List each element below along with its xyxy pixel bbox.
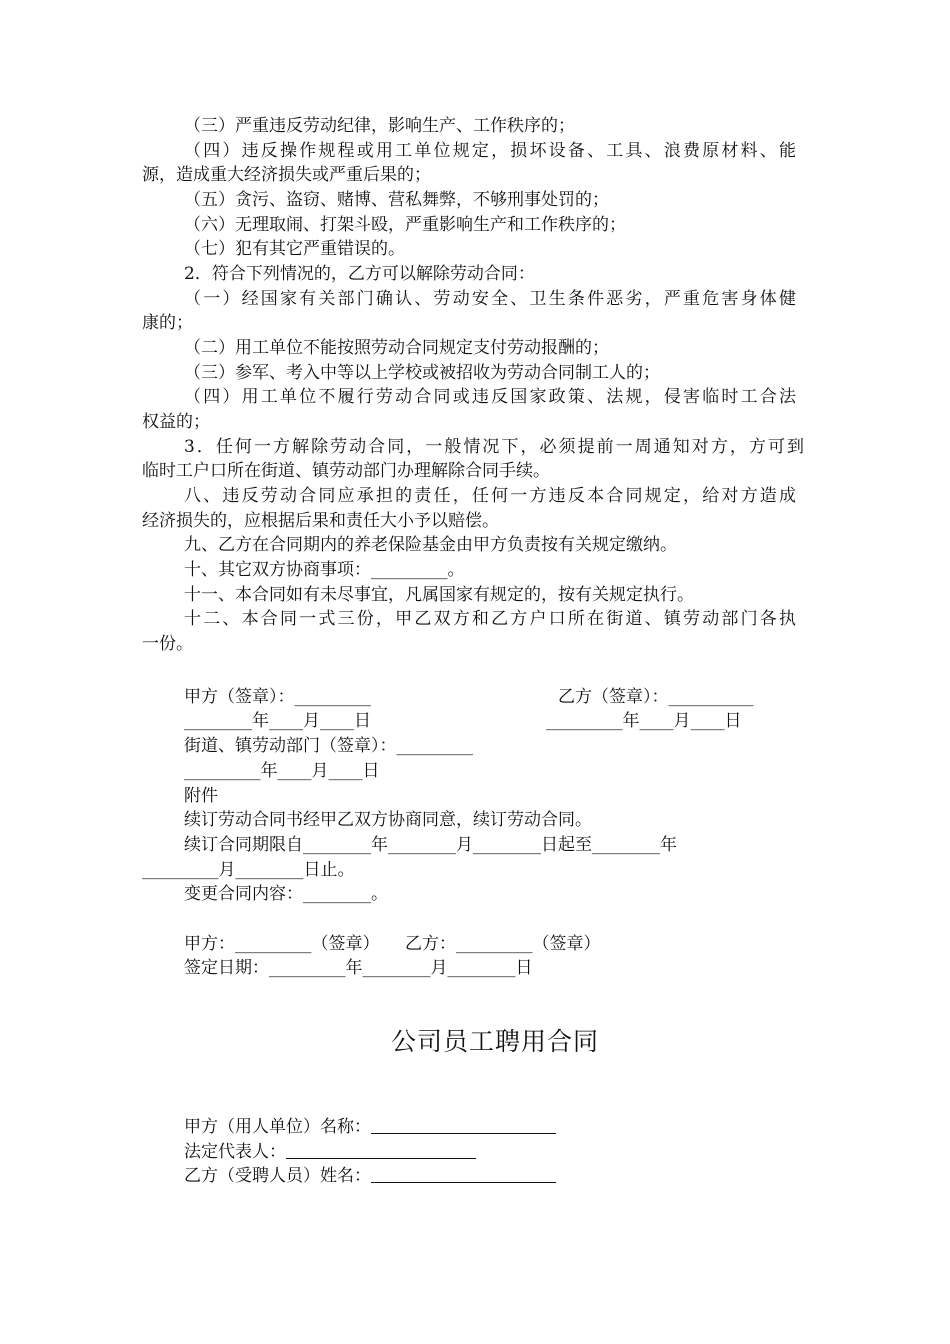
clause-line: （三）参军、考入中等以上学校或被招收为劳动合同制工人的；: [184, 363, 660, 383]
clause-line: 经济损失的，应根据后果和责任大小予以赔偿。: [142, 511, 499, 531]
appendix-signed-date: 签定日期：_________年________月________日: [184, 958, 533, 978]
employer-name-label: 甲方（用人单位）名称：: [184, 1117, 371, 1137]
clause-line: （四）用工单位不履行劳动合同或违反国家政策、法规，侵害临时工合法: [184, 387, 796, 407]
party-a-date: ________年____月____日: [184, 711, 371, 731]
clause-line: 2．符合下列情况的，乙方可以解除劳动合同：: [184, 264, 535, 284]
clause-line: 源，造成重大经济损失或严重后果的；: [142, 165, 431, 185]
clause-line: 八、违反劳动合同应承担的责任，任何一方违反本合同规定，给对方造成: [184, 486, 796, 506]
clause-line: （三）严重违反劳动纪律，影响生产、工作秩序的；: [184, 116, 575, 136]
clause-line: 康的；: [142, 313, 193, 333]
clause-line: （五）贪污、盗窃、赌博、营私舞弊，不够刑事处罚的；: [184, 190, 609, 210]
legal-rep-field: [184, 1140, 476, 1165]
labor-dept-date: _________年____月____日: [184, 761, 380, 781]
party-b-signature: 乙方（签章）：__________: [558, 687, 754, 707]
appendix-term: _________月________日止。: [142, 860, 355, 880]
employee-name-blank: [371, 1164, 556, 1183]
employer-name-blank: [371, 1115, 556, 1134]
page-title: 公司员工聘用合同: [390, 1027, 599, 1056]
employer-name-field: [184, 1115, 556, 1140]
party-a-signature: 甲方（签章）：_________: [184, 687, 371, 707]
clause-line: 临时工户口所在街道、镇劳动部门办理解除合同手续。: [142, 461, 550, 481]
clause-line: （七）犯有其它严重错误的。: [184, 239, 405, 259]
employee-name-field: [184, 1164, 556, 1189]
clause-line: 十一、本合同如有未尽事宜，凡属国家有规定的，按有关规定执行。: [184, 585, 694, 605]
clause-line: （一）经国家有关部门确认、劳动安全、卫生条件恶劣，严重危害身体健: [184, 289, 796, 309]
clause-line: 3．任何一方解除劳动合同，一般情况下，必须提前一周通知对方，方可到: [184, 437, 804, 457]
appendix-term: 续订合同期限自________年________月________日起至________年: [184, 835, 677, 855]
clause-line: （四）违反操作规程或用工单位规定，损坏设备、工具、浪费原材料、能: [184, 141, 796, 161]
legal-rep-label: 法定代表人：: [184, 1142, 286, 1162]
appendix-heading: 附件: [184, 786, 218, 806]
legal-rep-blank: [286, 1140, 476, 1159]
clause-line: 十、其它双方协商事项：_________。: [184, 560, 465, 580]
clause-line: 一份。: [142, 634, 193, 654]
clause-line: 十二、本合同一式三份，甲乙双方和乙方户口所在街道、镇劳动部门各执: [184, 609, 796, 629]
employee-name-label: 乙方（受聘人员）姓名：: [184, 1166, 371, 1186]
party-b-date: _________年____月____日: [546, 711, 742, 731]
appendix-renew: 续订劳动合同书经甲乙双方协商同意，续订劳动合同。: [184, 810, 592, 830]
clause-line: （二）用工单位不能按照劳动合同规定支付劳动报酬的；: [184, 338, 609, 358]
clause-line: （六）无理取闹、打架斗殴，严重影响生产和工作秩序的；: [184, 215, 626, 235]
labor-dept-signature: 街道、镇劳动部门（签章）：_________: [184, 736, 473, 756]
appendix-signers: 甲方：_________（签章） 乙方：_________（签章）: [184, 934, 601, 954]
clause-line: 九、乙方在合同期内的养老保险基金由甲方负责按有关规定缴纳。: [184, 535, 677, 555]
clause-line: 权益的；: [142, 412, 210, 432]
appendix-change: 变更合同内容：________。: [184, 884, 388, 904]
